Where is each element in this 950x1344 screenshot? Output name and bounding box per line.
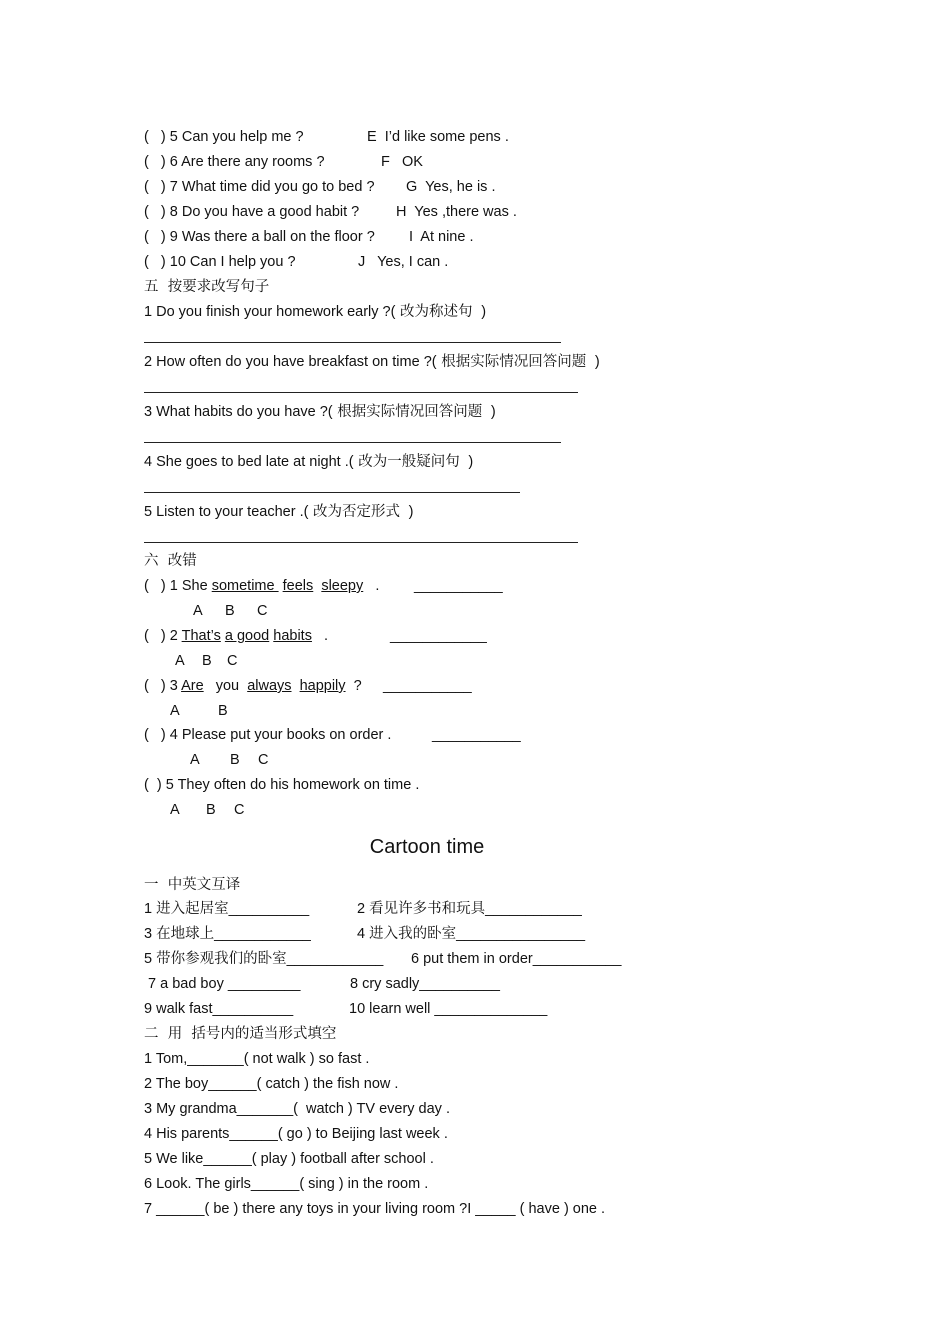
cartoon-s2-heading: 二 用 括号内的适当形式填空 [144, 1026, 337, 1042]
rewrite-q1-cn: 改为称述句 [395, 304, 478, 320]
rewrite-q4-end: ) [464, 454, 474, 470]
match-q10: ( ) 10 Can I help you ? [144, 254, 296, 270]
section6-heading: 六 改错 [144, 553, 197, 569]
translate-8: 8 cry sadly__________ [350, 976, 500, 992]
rewrite-q2 [144, 353, 600, 371]
match-q8: ( ) 8 Do you have a good habit ? [144, 204, 360, 220]
match-a6: F OK [381, 154, 423, 170]
error-q1-a: sometime [211, 578, 279, 594]
fill-6: 6 Look. The girls______( sing ) in the room . [144, 1176, 429, 1192]
rewrite-q5 [144, 503, 414, 521]
rewrite-q4-en: 4 She goes to bed late at night .( [144, 454, 354, 470]
fill-3: 3 My grandma_______( watch ) TV every day . [144, 1101, 450, 1117]
answer-line-3[interactable] [144, 442, 561, 443]
error-q3-b: always [247, 678, 292, 694]
q5-letter-b: B [206, 802, 216, 818]
q5-letter-a: A [170, 802, 180, 818]
error-q1-b: feels [282, 578, 314, 594]
error-q2 [144, 627, 328, 645]
match-q6: ( ) 6 Are there any rooms ? [144, 154, 325, 170]
rewrite-q5-en: 5 Listen to your teacher .( [144, 504, 309, 520]
q3-letter-a: A [170, 703, 180, 719]
fill-4: 4 His parents______( go ) to Beijing last week . [144, 1126, 448, 1142]
translate-5: 5 带你参观我们的卧室____________ [144, 951, 384, 967]
error-q2-a: That’s [181, 628, 221, 644]
fill-1: 1 Tom,_______( not walk ) so fast . [144, 1051, 370, 1067]
q1-letter-c: C [257, 603, 268, 619]
match-q9: ( ) 9 Was there a ball on the floor ? [144, 229, 375, 245]
answer-line-5[interactable] [144, 542, 578, 543]
rewrite-q5-cn: 改为否定形式 [308, 504, 405, 520]
error-q2-c: habits [273, 628, 312, 644]
rewrite-q2-en: 2 How often do you have breakfast on time ?( [144, 354, 437, 370]
error-q1-pre: ( ) 1 She [144, 578, 212, 594]
error-q3-post: ? [345, 678, 362, 694]
error-q4-blank[interactable]: ___________ [432, 727, 521, 743]
error-q5: ( ) 5 They often do his homework on time . [144, 777, 420, 793]
rewrite-q4-cn: 改为一般疑问句 [353, 454, 465, 470]
translate-10: 10 learn well ______________ [349, 1001, 548, 1017]
cartoon-s1-heading: 一 中英文互译 [144, 877, 241, 893]
error-q1-c: sleepy [321, 578, 364, 594]
rewrite-q5-end: ) [404, 504, 414, 520]
section5-heading: 五 按要求改写句子 [144, 279, 270, 295]
error-q3-c: happily [299, 678, 346, 694]
error-q2-blank[interactable]: ____________ [390, 628, 487, 644]
error-q3-pre: ( ) 3 [144, 678, 182, 694]
match-q7: ( ) 7 What time did you go to bed ? [144, 179, 375, 195]
rewrite-q2-cn: 根据实际情况回答问题 [436, 354, 591, 370]
cartoon-title: Cartoon time [369, 836, 485, 858]
match-q5: ( ) 5 Can you help me ? [144, 129, 304, 145]
translate-2: 2 看见许多书和玩具____________ [357, 901, 582, 917]
q2-letter-a: A [175, 653, 185, 669]
rewrite-q1 [144, 303, 486, 321]
translate-3: 3 在地球上____________ [144, 926, 311, 942]
error-q3-blank[interactable]: ___________ [383, 678, 472, 694]
error-q1-post: . [363, 578, 380, 594]
q4-letter-b: B [230, 752, 240, 768]
q4-letter-a: A [190, 752, 200, 768]
match-a8: H Yes ,there was . [396, 204, 517, 220]
q5-letter-c: C [234, 802, 245, 818]
q2-letter-c: C [227, 653, 238, 669]
error-q2-post: . [311, 628, 329, 644]
translate-7: 7 a bad boy _________ [144, 976, 301, 992]
rewrite-q3-cn: 根据实际情况回答问题 [332, 404, 487, 420]
error-q4: ( ) 4 Please put your books on order . [144, 727, 392, 743]
match-a9: I At nine . [409, 229, 474, 245]
fill-2: 2 The boy______( catch ) the fish now . [144, 1076, 399, 1092]
match-a7: G Yes, he is . [406, 179, 496, 195]
fill-5: 5 We like______( play ) football after school . [144, 1151, 434, 1167]
rewrite-q2-end: ) [590, 354, 600, 370]
error-q3-a: Are [181, 678, 204, 694]
match-a5: E I’d like some pens . [367, 129, 509, 145]
q3-letter-b: B [218, 703, 228, 719]
error-q1 [144, 577, 379, 595]
error-q2-b: a good [224, 628, 270, 644]
rewrite-q3-end: ) [486, 404, 496, 420]
error-q2-pre: ( ) 2 [144, 628, 182, 644]
translate-4: 4 进入我的卧室________________ [357, 926, 586, 942]
q1-letter-b: B [225, 603, 235, 619]
answer-line-2[interactable] [144, 392, 578, 393]
rewrite-q1-en: 1 Do you finish your homework early ?( [144, 304, 396, 320]
q4-letter-c: C [258, 752, 269, 768]
translate-1: 1 进入起居室__________ [144, 901, 310, 917]
q1-letter-a: A [193, 603, 203, 619]
error-q3 [144, 677, 362, 695]
translate-6: 6 put them in order___________ [411, 951, 622, 967]
q2-letter-b: B [202, 653, 212, 669]
match-a10: J Yes, I can . [358, 254, 449, 270]
rewrite-q4 [144, 453, 473, 471]
error-q3-mid: you [203, 678, 248, 694]
rewrite-q1-end: ) [477, 304, 487, 320]
translate-9: 9 walk fast__________ [144, 1001, 294, 1017]
rewrite-q3 [144, 403, 496, 421]
rewrite-q3-en: 3 What habits do you have ?( [144, 404, 333, 420]
answer-line-4[interactable] [144, 492, 520, 493]
fill-7: 7 ______( be ) there any toys in your living room ?I _____ ( have ) one . [144, 1201, 606, 1217]
answer-line-1[interactable] [144, 342, 561, 343]
error-q1-blank[interactable]: ___________ [414, 578, 503, 594]
